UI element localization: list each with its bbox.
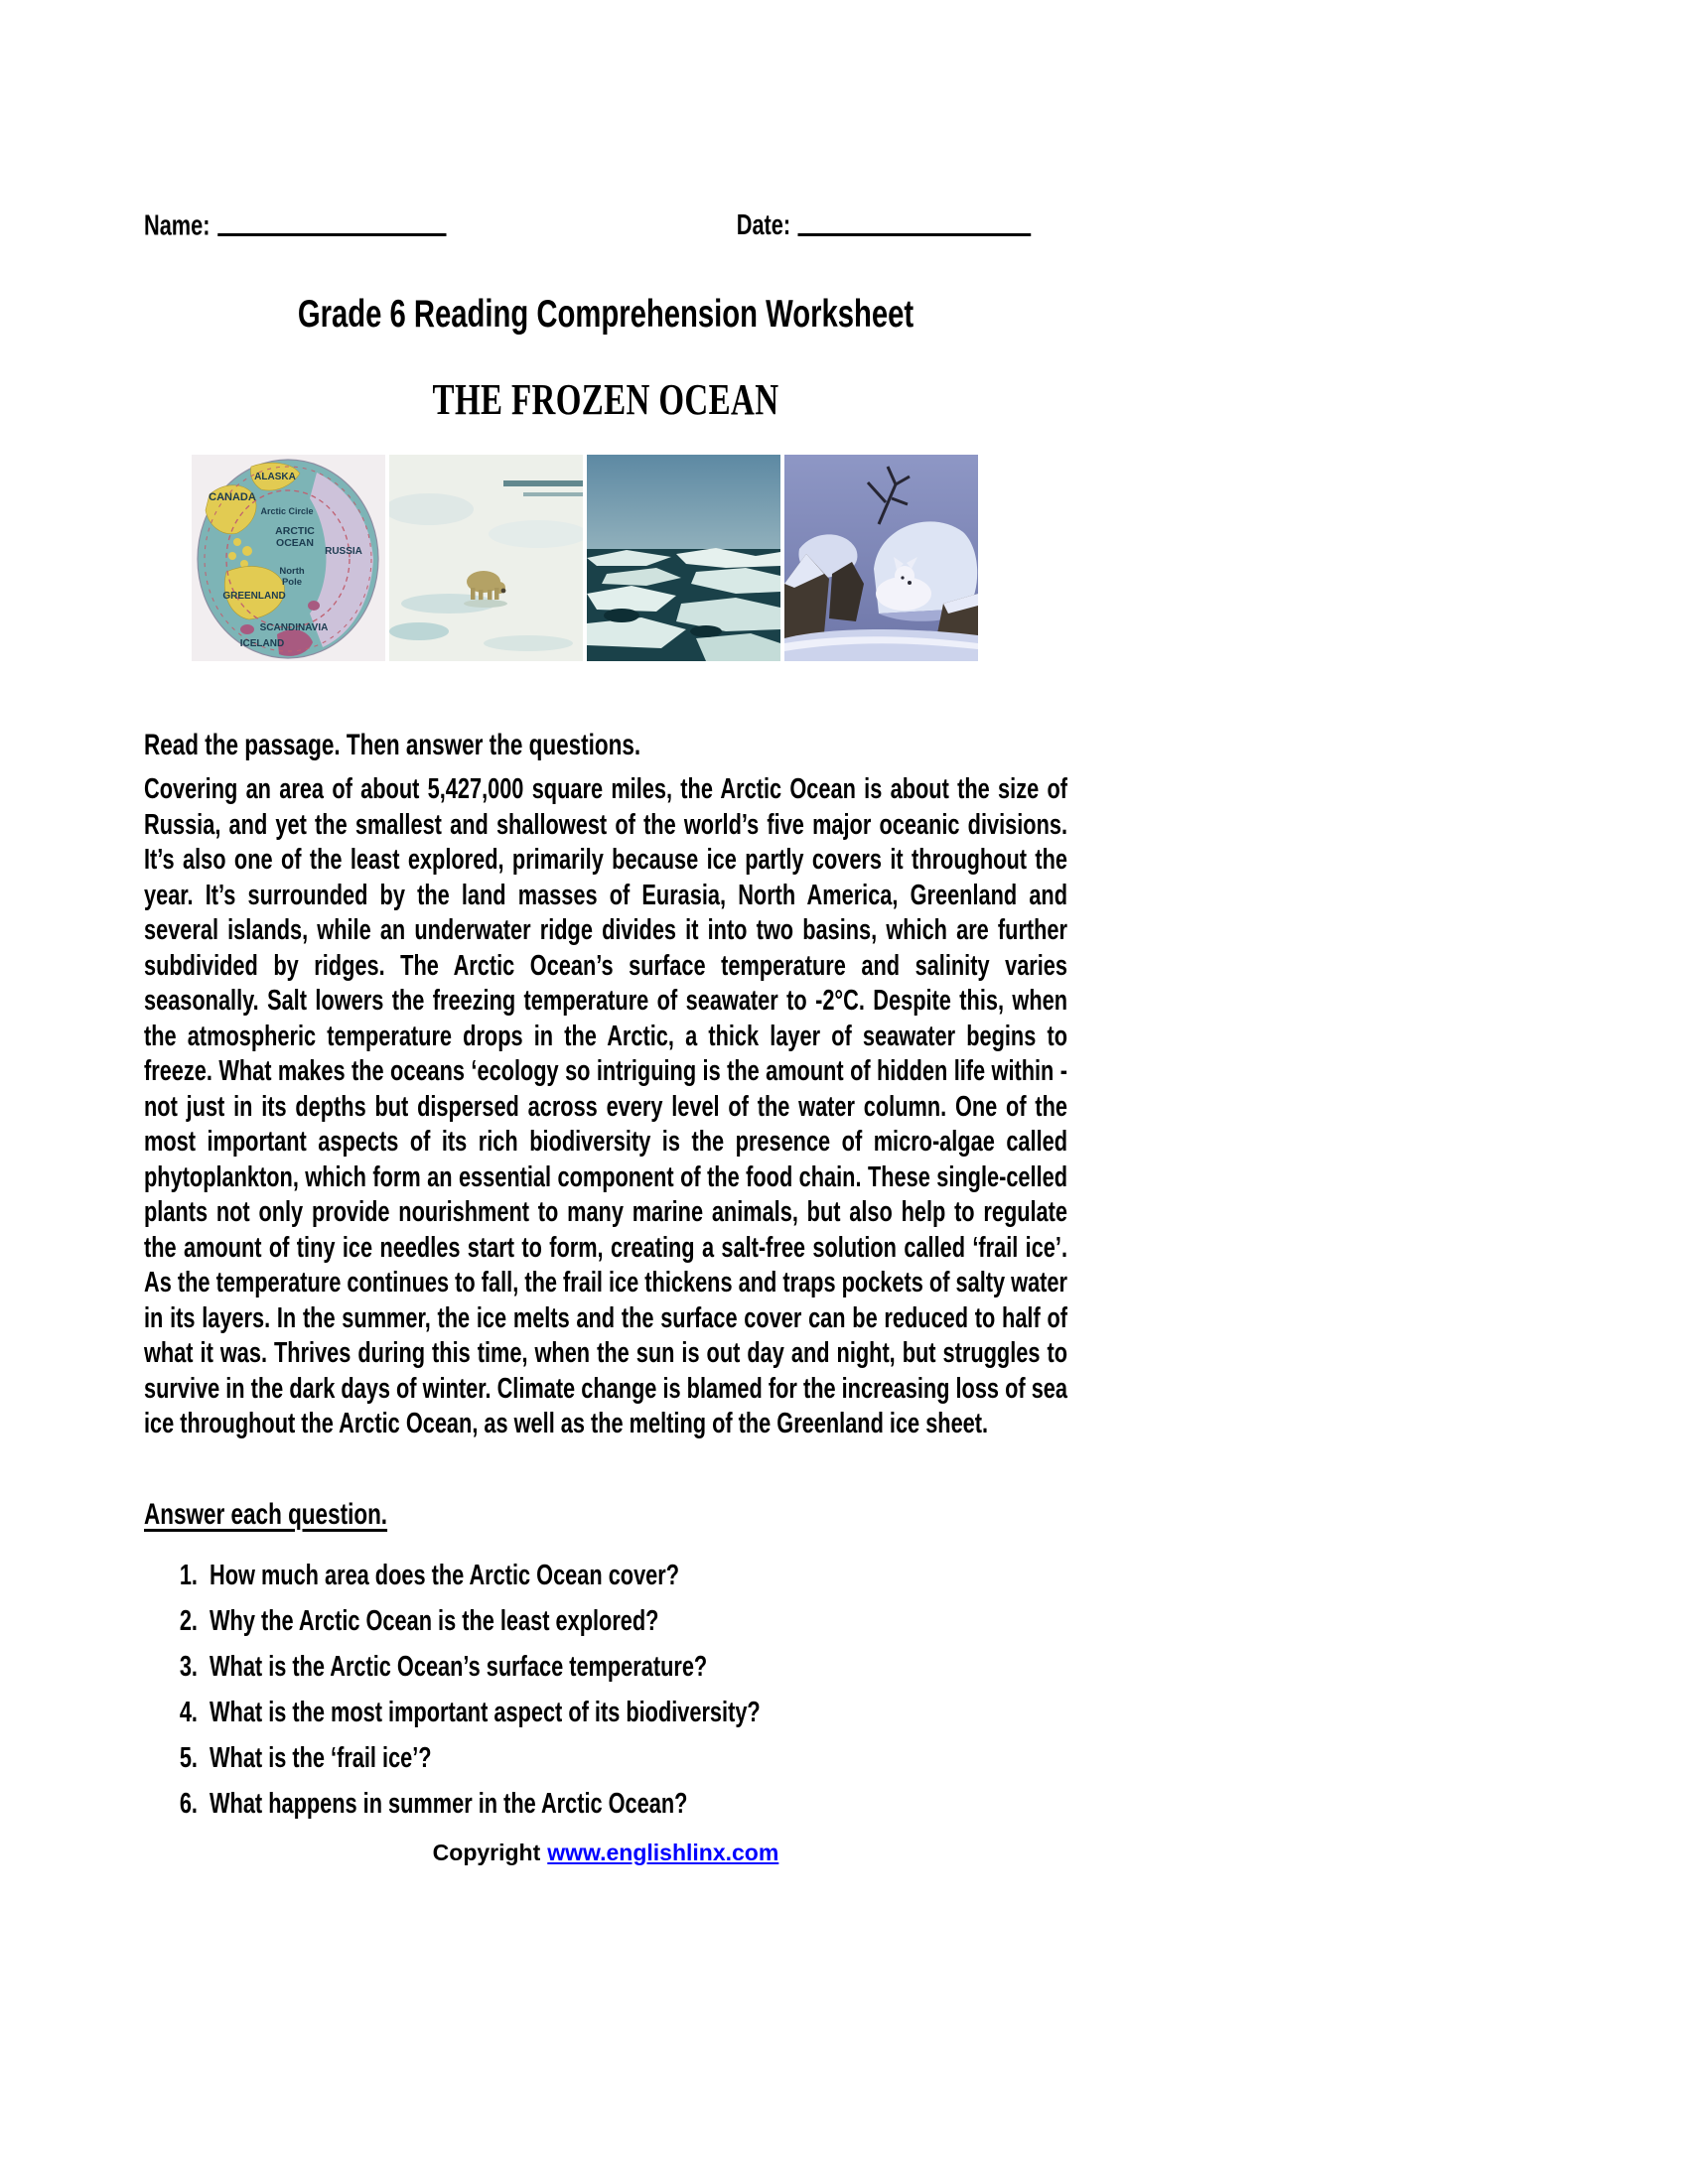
map-label-arctic-ocean-1: ARCTIC (275, 525, 315, 538)
map-label-greenland: GREENLAND (222, 591, 286, 603)
map-label-north-pole-2: Pole (281, 577, 303, 589)
map-label-arctic-circle: Arctic Circle (260, 506, 314, 517)
worksheet-page (144, 0, 1067, 1866)
page-title: Grade 6 Reading Comprehension Worksheet (297, 293, 914, 337)
map-label-russia: RUSSIA (325, 546, 362, 558)
map-label-iceland: ICELAND (239, 638, 285, 650)
map-region-iceland-shape (240, 624, 254, 634)
question-item-3: 3. What is the Arctic Ocean’s surface temperature? (204, 1649, 1127, 1685)
instructions: Read the passage. Then answer the questions. (144, 729, 641, 762)
questions-list (144, 1558, 1127, 1822)
date-label: Date: (736, 209, 791, 242)
polar-bear-image (389, 455, 583, 661)
name-date-row (144, 204, 1067, 242)
questions-heading-row (144, 1496, 1067, 1534)
name-label: Name: (144, 209, 211, 242)
question-item-6: 6. What happens in summer in the Arctic Ocean? (204, 1786, 1127, 1822)
map-label-alaska: ALASKA (254, 472, 296, 483)
passage-text: Covering an area of about 5,427,000 square miles, the Arctic Ocean is about the size of Russia, and yet the smallest and shallowest of the world’s five major oceanic divisions. It’s also one of the least explored, primarily because ice partly covers it throughout the year. It’s surrounded by the land masses of Eurasia, North America, Greenland and several islands, while an underwater ridge divides it into two basins, which are further subdivided by ridges. The Arctic Ocean’s surface temperature and salinity varies seasonally. Salt lowers the freezing temperature of seawater to -2°C. Despite this, when the atmospheric temperature drops in the Arctic, a thick layer of seawater begins to freeze. What makes the oceans ‘ecology so intriguing is the amount of hidden life within - not just in its depths but dispersed across every level of the water column. One of the most important aspects of its rich biodiversity is the presence of micro-algae called phytoplankton, which form an essential component of the food chain. These single-celled plants not only provide nourishment to many marine animals, but also help to regulate the amount of tiny ice needles start to form, creating a salt-free solution called ‘frail ice’. As the temperature continues to fall, the frail ice thickens and traps pockets of salty water in its layers. In the summer, the ice melts and the surface cover can be reduced to half of what it was. Thrives during this time, when the sun is out day and night, but struggles to survive in the dark days of winter. Climate change is blamed for the increasing loss of sea ice throughout the Arctic Ocean, as well as the melting of the Greenland ice sheet. (144, 773, 1067, 1440)
date-blank-line (798, 204, 1032, 236)
questions-heading: Answer each question. (144, 1497, 388, 1531)
arctic-map-image (192, 455, 385, 661)
images-row (192, 455, 1067, 661)
question-item-2: 2. Why the Arctic Ocean is the least explored? (204, 1603, 1127, 1639)
question-item-1: 1. How much area does the Arctic Ocean cover? (204, 1558, 1127, 1593)
map-label-scandinavia: SCANDINAVIA (259, 622, 329, 634)
map-label-north-pole-1: North (279, 566, 305, 578)
question-item-5: 5. What is the ‘frail ice’? (204, 1740, 1127, 1776)
name-blank-line (217, 204, 446, 236)
map-label-canada: CANADA (209, 491, 256, 504)
passage-title: THE FROZEN OCEAN (432, 375, 779, 425)
footer (144, 1840, 1067, 1866)
map-label-arctic-ocean-2: OCEAN (276, 537, 314, 550)
copyright-label: Copyright (432, 1839, 541, 1865)
arctic-fox-image (784, 455, 978, 661)
copyright-link[interactable]: www.englishlinx.com (547, 1839, 779, 1865)
question-item-4: 4. What is the most important aspect of its biodiversity? (204, 1695, 1127, 1730)
ice-floes-image (587, 455, 780, 661)
